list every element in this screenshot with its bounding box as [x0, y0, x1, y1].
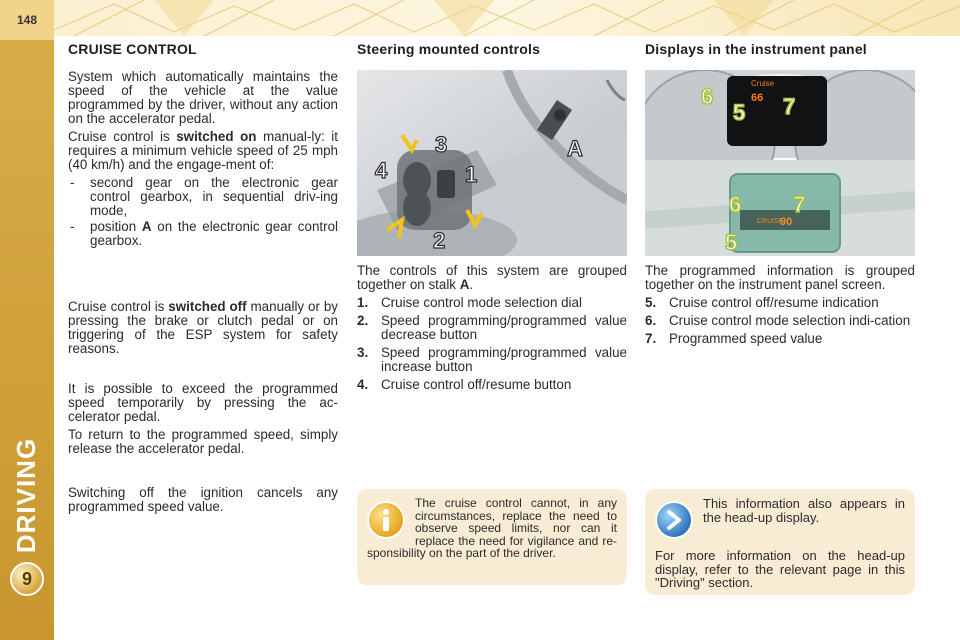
return-paragraph: To return to the programmed speed, simply release the accelerator pedal.: [68, 427, 338, 456]
panel-grouped-paragraph: The programmed information is grouped together on the instrument panel screen.: [645, 263, 915, 292]
top-label-5: 5: [733, 100, 746, 125]
info-note-text: The cruise control cannot, in any circumstances, replace the need to observe speed limits, nor can it replace the need for vigilance and re-sponsibility on the part of the driver.: [367, 496, 617, 560]
list-item: [645, 314, 915, 328]
hud-speed: 90: [780, 216, 793, 228]
ignition-paragraph: Switching off the ignition cancels any programmed speed value.: [68, 485, 338, 514]
intro-paragraph: System which automatically maintains the speed of the vehicle at the value programmed by the driver, without any action on the accelerator pedal.: [68, 69, 338, 126]
top-label-7: 7: [783, 94, 796, 119]
displays-column: [645, 42, 915, 350]
grouped-bold: A: [459, 277, 470, 292]
label-3: 3: [435, 132, 448, 157]
item-number: 4.: [357, 377, 369, 392]
item-text: Speed programming/programmed value decrease button: [381, 313, 627, 342]
steering-controls-illustration: [357, 70, 627, 256]
label-4: 4: [375, 158, 388, 183]
top-label-6: 6: [701, 84, 714, 109]
item-text: Cruise control mode selection dial: [381, 295, 582, 310]
label-2: 2: [433, 228, 446, 253]
item-number: 2.: [357, 313, 369, 328]
bottom-label-5: 5: [725, 230, 738, 255]
item-text: Cruise control mode selection indi-cation: [669, 313, 911, 328]
screen-speed: 66: [751, 92, 764, 104]
chapter-number-badge: 9: [10, 562, 44, 596]
bottom-label-6: 6: [729, 192, 742, 217]
item-text: Cruise control off/resume button: [381, 377, 572, 392]
reference-note-box: [645, 489, 915, 595]
switched-off-pre: Cruise control is: [68, 299, 169, 314]
condition-text: second gear on the electronic gear control gearbox, in sequential driv-ing mode,: [90, 175, 338, 218]
page-number: 148: [0, 0, 54, 40]
chevron-right-icon: [655, 501, 693, 539]
chapter-title-text: DRIVING: [11, 437, 42, 553]
item-number: 3.: [357, 345, 369, 360]
top-banner: [54, 0, 960, 36]
reference-note-lead: This information also appears in the head-up display.: [703, 496, 905, 525]
chapter-title: [4, 437, 50, 553]
item-number: 1.: [357, 295, 369, 310]
section-heading-steering: Steering mounted controls: [357, 41, 541, 57]
steering-controls-column: [357, 42, 627, 396]
instrument-panel-drawing: [645, 70, 915, 256]
steering-stalk-drawing: [357, 70, 627, 256]
section-heading-displays: Displays in the instrument panel: [645, 41, 867, 57]
condition-pre: position: [90, 219, 142, 234]
condition-item: [68, 176, 338, 218]
bottom-label-7: 7: [793, 192, 806, 217]
switched-on-pre: Cruise control is: [68, 129, 177, 144]
switched-on-post: manual-ly: it requires a minimum vehicle speed of 25 mph (40 km/h) and the engage-ment of:: [68, 129, 339, 172]
reference-note-more: For more information on the head-up display, refer to the relevant page in this "Driving" section.: [655, 548, 905, 590]
instrument-panel-illustration: [645, 70, 915, 256]
steering-controls-list: [357, 296, 627, 392]
item-text: Cruise control off/resume indication: [669, 295, 879, 310]
list-item: [357, 296, 627, 310]
list-item: [357, 378, 627, 392]
item-number: 6.: [645, 313, 657, 328]
list-item: [645, 296, 915, 310]
item-number: 5.: [645, 295, 657, 310]
switched-on-bold: switched on: [176, 129, 257, 144]
switched-on-paragraph: [68, 130, 338, 172]
condition-bold: A: [141, 219, 152, 234]
info-icon: [367, 501, 405, 539]
engagement-conditions: [68, 176, 338, 248]
label-1: 1: [465, 162, 478, 187]
exceed-paragraph: It is possible to exceed the programmed speed temporarily by pressing the ac-celerator pedal.: [68, 381, 338, 424]
switched-off-post: manually or by pressing the brake or clutch pedal or on triggering of the ESP system for safety reasons.: [68, 299, 338, 356]
label-A: A: [567, 136, 583, 161]
list-item: [645, 332, 915, 346]
item-text: Speed programming/programmed value increase button: [381, 345, 627, 374]
grouped-post: .: [469, 277, 474, 292]
list-item: [357, 346, 627, 374]
info-note-box: [357, 489, 627, 585]
cruise-control-column: [68, 42, 338, 518]
switched-off-bold: switched off: [168, 299, 247, 314]
section-heading-cruise-control: CRUISE CONTROL: [68, 41, 197, 57]
list-item: [357, 314, 627, 342]
grouped-pre: The controls of this system are grouped together on stalk: [357, 263, 627, 292]
display-indications-list: [645, 296, 915, 346]
hud-label: CRUISE: [757, 218, 784, 225]
item-number: 7.: [645, 331, 657, 346]
switched-off-paragraph: [68, 300, 338, 356]
condition-post: on the electronic gear control gearbox.: [90, 219, 339, 248]
banner-pattern: [54, 0, 960, 36]
grouped-paragraph: [357, 264, 627, 292]
item-text: Programmed speed value: [669, 331, 823, 346]
condition-item: [68, 220, 338, 248]
screen-title: Cruise: [751, 79, 775, 88]
